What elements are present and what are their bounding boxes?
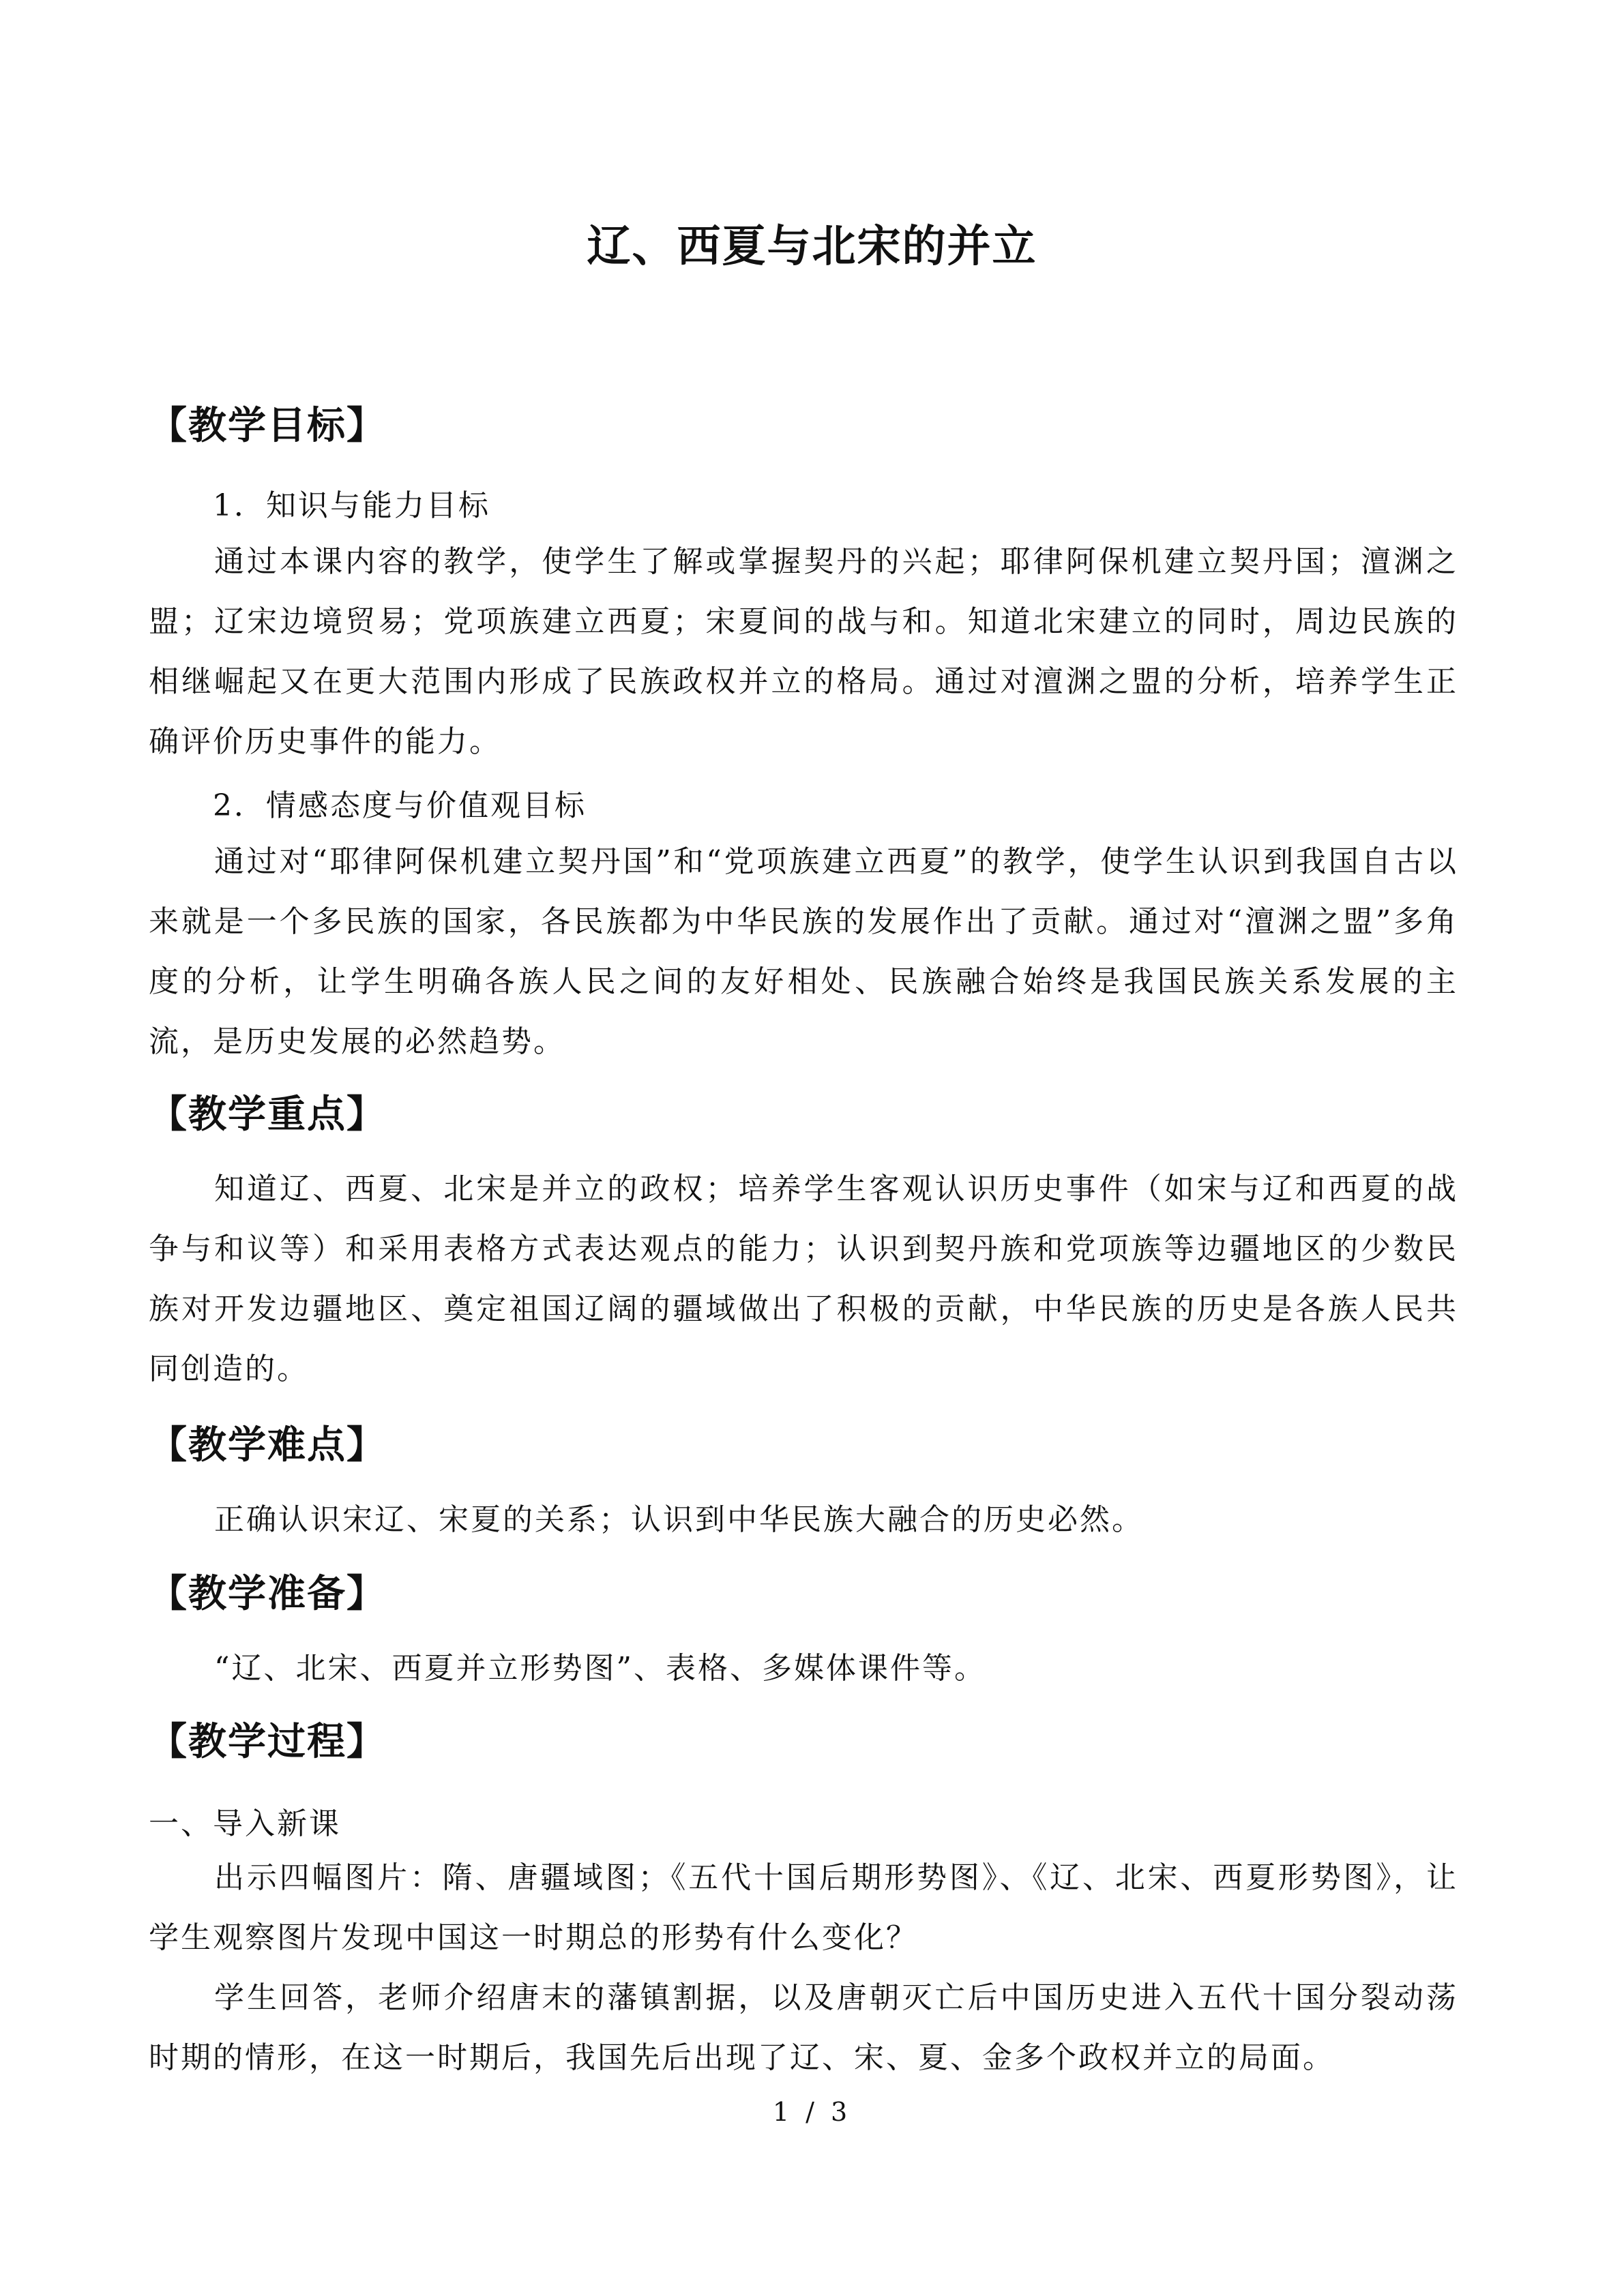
- section-heading-process: 【教学过程】: [149, 1720, 386, 1764]
- goals-subheading-knowledge: 1．知识与能力目标: [213, 488, 490, 523]
- section-heading-preparation: 【教学准备】: [149, 1572, 386, 1616]
- section-heading-key-points: 【教学重点】: [149, 1092, 386, 1137]
- goals-knowledge-paragraph: 通过本课内容的教学，使学生了解或掌握契丹的兴起；耶律阿保机建立契丹国；澶渊之盟；辽宋边境贸易；党项族建立西夏；宋夏间的战与和。知道北宋建立的同时，周边民族的相继崛起又在更大范围内形成了民族政权并立的格局。通过对澶渊之盟的分析，培养学生正确评价历史事件的能力。: [149, 544, 1458, 759]
- section-heading-difficulties: 【教学难点】: [149, 1423, 386, 1467]
- page-title: 辽、西夏与北宋的并立: [587, 222, 1037, 272]
- difficulties-paragraph: 正确认识宋辽、宋夏的关系；认识到中华民族大融合的历史必然。: [214, 1502, 1144, 1537]
- goals-values-paragraph: 通过对“耶律阿保机建立契丹国”和“党项族建立西夏”的教学，使学生认识到我国自古以来就是一个多民族的国家，各民族都为中华民族的发展作出了贡献。通过对“澶渊之盟”多角度的分析，让学生明确各族人民之间的友好相处、民族融合始终是我国民族关系发展的主流，是历史发展的必然趋势。: [149, 844, 1458, 1059]
- process-subheading-intro: 一、导入新课: [149, 1806, 341, 1841]
- goals-subheading-values: 2．情感态度与价值观目标: [213, 788, 587, 823]
- process-intro-paragraph-2: 学生回答，老师介绍唐末的藩镇割据，以及唐朝灭亡后中国历史进入五代十国分裂动荡时期的情形，在这一时期后，我国先后出现了辽、宋、夏、金多个政权并立的局面。: [149, 1980, 1458, 2075]
- section-heading-goals: 【教学目标】: [149, 404, 386, 448]
- key-points-paragraph: 知道辽、西夏、北宋是并立的政权；培养学生客观认识历史事件（如宋与辽和西夏的战争与和议等）和采用表格方式表达观点的能力；认识到契丹族和党项族等边疆地区的少数民族对开发边疆地区、奠定祖国辽阔的疆域做出了积极的贡献，中华民族的历史是各族人民共同创造的。: [149, 1172, 1458, 1386]
- process-intro-paragraph-1: 出示四幅图片：隋、唐疆域图；《五代十国后期形势图》、《辽、北宋、西夏形势图》，让学生观察图片发现中国这一时期总的形势有什么变化？: [149, 1860, 1458, 1955]
- page-number: 1 / 3: [772, 2097, 852, 2127]
- preparation-paragraph: “辽、北宋、西夏并立形势图”、表格、多媒体课件等。: [214, 1651, 986, 1686]
